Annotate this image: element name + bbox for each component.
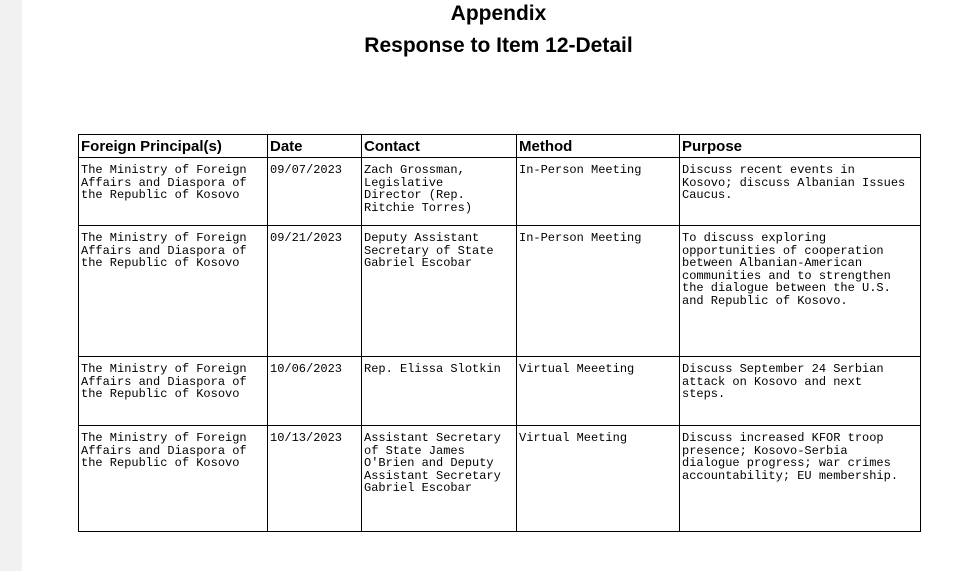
- cell-method: In-Person Meeting: [517, 226, 680, 357]
- cell-date: 09/07/2023: [268, 158, 362, 226]
- cell-date: 10/13/2023: [268, 426, 362, 532]
- column-header-purpose: Purpose: [680, 135, 921, 158]
- cell-method: Virtual Meeting: [517, 426, 680, 532]
- column-header-date: Date: [268, 135, 362, 158]
- cell-purpose: Discuss increased KFOR troop presence; Kosovo-Serbia dialogue progress; war crimes accountability; EU membership.: [680, 426, 921, 532]
- cell-foreign-principal: The Ministry of Foreign Affairs and Diaspora of the Republic of Kosovo: [79, 426, 268, 532]
- cell-contact: Assistant Secretary of State James O'Brien and Deputy Assistant Secretary Gabriel Escobar: [362, 426, 517, 532]
- cell-foreign-principal: The Ministry of Foreign Affairs and Diaspora of the Republic of Kosovo: [79, 158, 268, 226]
- document-page: [22, 0, 975, 571]
- cell-date: 10/06/2023: [268, 357, 362, 426]
- cell-purpose: Discuss September 24 Serbian attack on Kosovo and next steps.: [680, 357, 921, 426]
- cell-foreign-principal: The Ministry of Foreign Affairs and Diaspora of the Republic of Kosovo: [79, 226, 268, 357]
- column-header-foreign-principal: Foreign Principal(s): [79, 135, 268, 158]
- cell-purpose: Discuss recent events in Kosovo; discuss Albanian Issues Caucus.: [680, 158, 921, 226]
- cell-date: 09/21/2023: [268, 226, 362, 357]
- table-header-row: [79, 135, 921, 158]
- table-row: [79, 357, 921, 426]
- table-row: [79, 426, 921, 532]
- cell-contact: Zach Grossman, Legislative Director (Rep. Ritchie Torres): [362, 158, 517, 226]
- table-row: [79, 158, 921, 226]
- column-header-contact: Contact: [362, 135, 517, 158]
- table-row: [79, 226, 921, 357]
- cell-foreign-principal: The Ministry of Foreign Affairs and Diaspora of the Republic of Kosovo: [79, 357, 268, 426]
- cell-contact: Deputy Assistant Secretary of State Gabriel Escobar: [362, 226, 517, 357]
- page-subtitle: Response to Item 12-Detail: [364, 34, 633, 57]
- column-header-method: Method: [517, 135, 680, 158]
- cell-contact: Rep. Elissa Slotkin: [362, 357, 517, 426]
- page-title: Appendix: [450, 2, 547, 25]
- cell-method: Virtual Meeeting: [517, 357, 680, 426]
- contacts-table: [78, 134, 921, 532]
- cell-purpose: To discuss exploring opportunities of cooperation between Albanian-American communities and to strengthen the dialogue between the U.S. and Republic of Kosovo.: [680, 226, 921, 357]
- cell-method: In-Person Meeting: [517, 158, 680, 226]
